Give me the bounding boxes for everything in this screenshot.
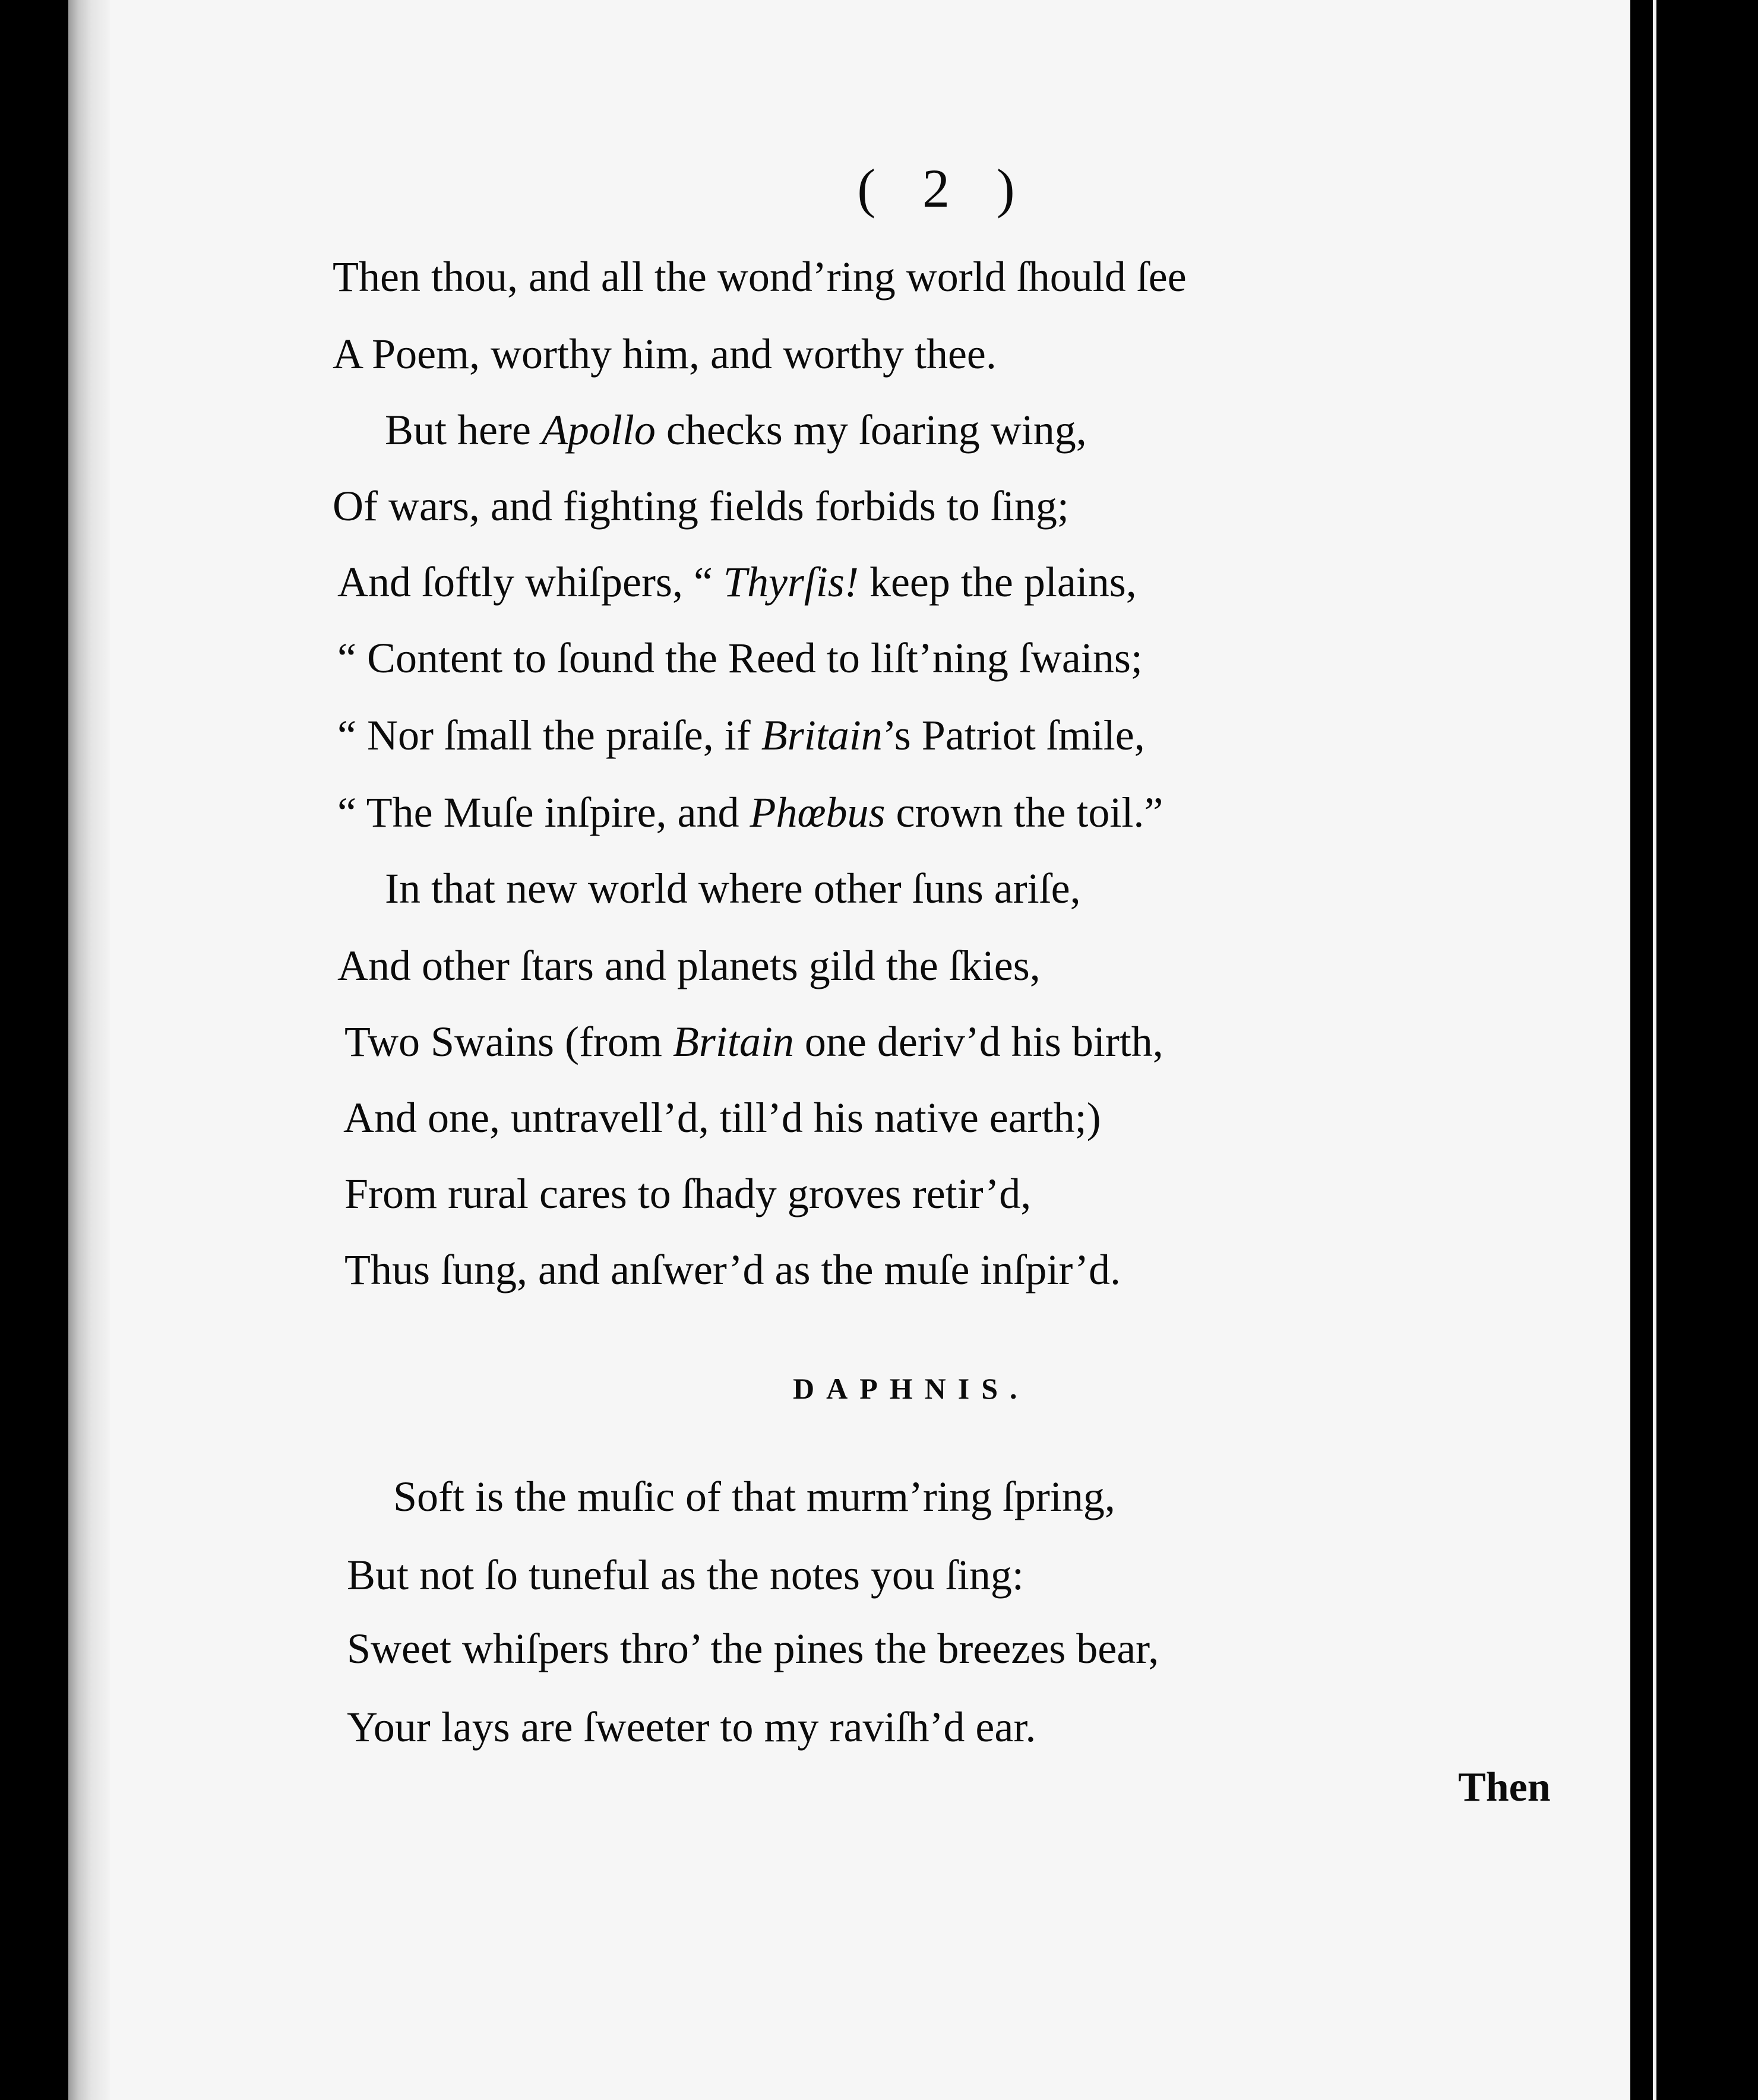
line-text: From rural cares to ſhady groves retir’d, bbox=[344, 1170, 1032, 1217]
italic-text: Britain bbox=[672, 1018, 794, 1065]
intro-line bbox=[385, 401, 1087, 458]
page-stack-edge bbox=[68, 0, 110, 2100]
italic-text: Thyrſis! bbox=[723, 558, 859, 606]
line-text: Sweet whiſpers thro’ the pines the breezes bear, bbox=[347, 1625, 1159, 1672]
intro-line bbox=[337, 554, 1137, 611]
line-text: checks my ſoaring wing, bbox=[655, 406, 1087, 454]
line-text: keep the plains, bbox=[858, 558, 1137, 606]
line-text: Of wars, and fighting fields forbids to ſing; bbox=[333, 482, 1069, 530]
intro-line bbox=[344, 1013, 1163, 1070]
line-text: But not ſo tuneful as the notes you ſing: bbox=[347, 1551, 1024, 1599]
line-text: Two Swains (from bbox=[344, 1018, 673, 1065]
intro-line bbox=[337, 630, 1143, 687]
intro-line bbox=[343, 1089, 1101, 1146]
line-text: Your lays are ſweeter to my raviſh’d ear. bbox=[347, 1703, 1036, 1751]
italic-text: Phœbus bbox=[750, 789, 886, 836]
line-text: Then thou, and all the wond’ring world ſhould ſee bbox=[333, 253, 1187, 301]
italic-text: Britain bbox=[761, 711, 883, 759]
intro-line bbox=[337, 784, 1163, 841]
adjacent-page-edge bbox=[1653, 0, 1656, 2100]
speech-line bbox=[347, 1546, 1024, 1604]
line-text: Thus ſung, and anſwer’d as the muſe inſpir’d. bbox=[344, 1246, 1121, 1293]
italic-text: Apollo bbox=[541, 406, 656, 454]
speaker-heading: DAPHNIS. bbox=[793, 1372, 1029, 1405]
speech-line bbox=[347, 1620, 1159, 1677]
line-text: A Poem, worthy him, and worthy thee. bbox=[333, 330, 997, 378]
line-text: And other ſtars and planets gild the ſkies, bbox=[337, 942, 1041, 989]
line-text: “ Content to ſound the Reed to liſt’ning ſwains; bbox=[337, 634, 1143, 682]
intro-line bbox=[337, 707, 1145, 764]
intro-line bbox=[333, 325, 997, 382]
intro-line bbox=[337, 937, 1041, 994]
intro-line bbox=[333, 248, 1187, 305]
intro-line bbox=[344, 1241, 1121, 1298]
line-text: But here bbox=[385, 406, 542, 454]
line-text: one deriv’d his birth, bbox=[793, 1018, 1163, 1065]
line-text: “ The Muſe inſpire, and bbox=[337, 789, 750, 836]
line-text: ’s Patriot ſmile, bbox=[882, 711, 1145, 759]
line-text: “ Nor ſmall the praiſe, if bbox=[337, 711, 761, 759]
line-text: Soft is the muſic of that murm’ring ſpring, bbox=[393, 1473, 1115, 1520]
line-text: And one, untravell’d, till’d his native earth;) bbox=[343, 1094, 1101, 1141]
speech-line bbox=[347, 1699, 1036, 1756]
intro-line bbox=[385, 860, 1081, 917]
line-text: In that new world where other ſuns ariſe, bbox=[385, 865, 1081, 912]
line-text: And ſoftly whiſpers, “ bbox=[337, 558, 723, 606]
scan-border-left bbox=[0, 0, 68, 2100]
intro-line bbox=[344, 1165, 1031, 1222]
speech-line bbox=[393, 1468, 1115, 1525]
line-text: crown the toil.” bbox=[885, 789, 1163, 836]
intro-line bbox=[333, 477, 1069, 535]
catchword: Then bbox=[1458, 1764, 1551, 1810]
page-number: ( 2 ) bbox=[857, 158, 1032, 219]
scan-border-right bbox=[1630, 0, 1758, 2100]
